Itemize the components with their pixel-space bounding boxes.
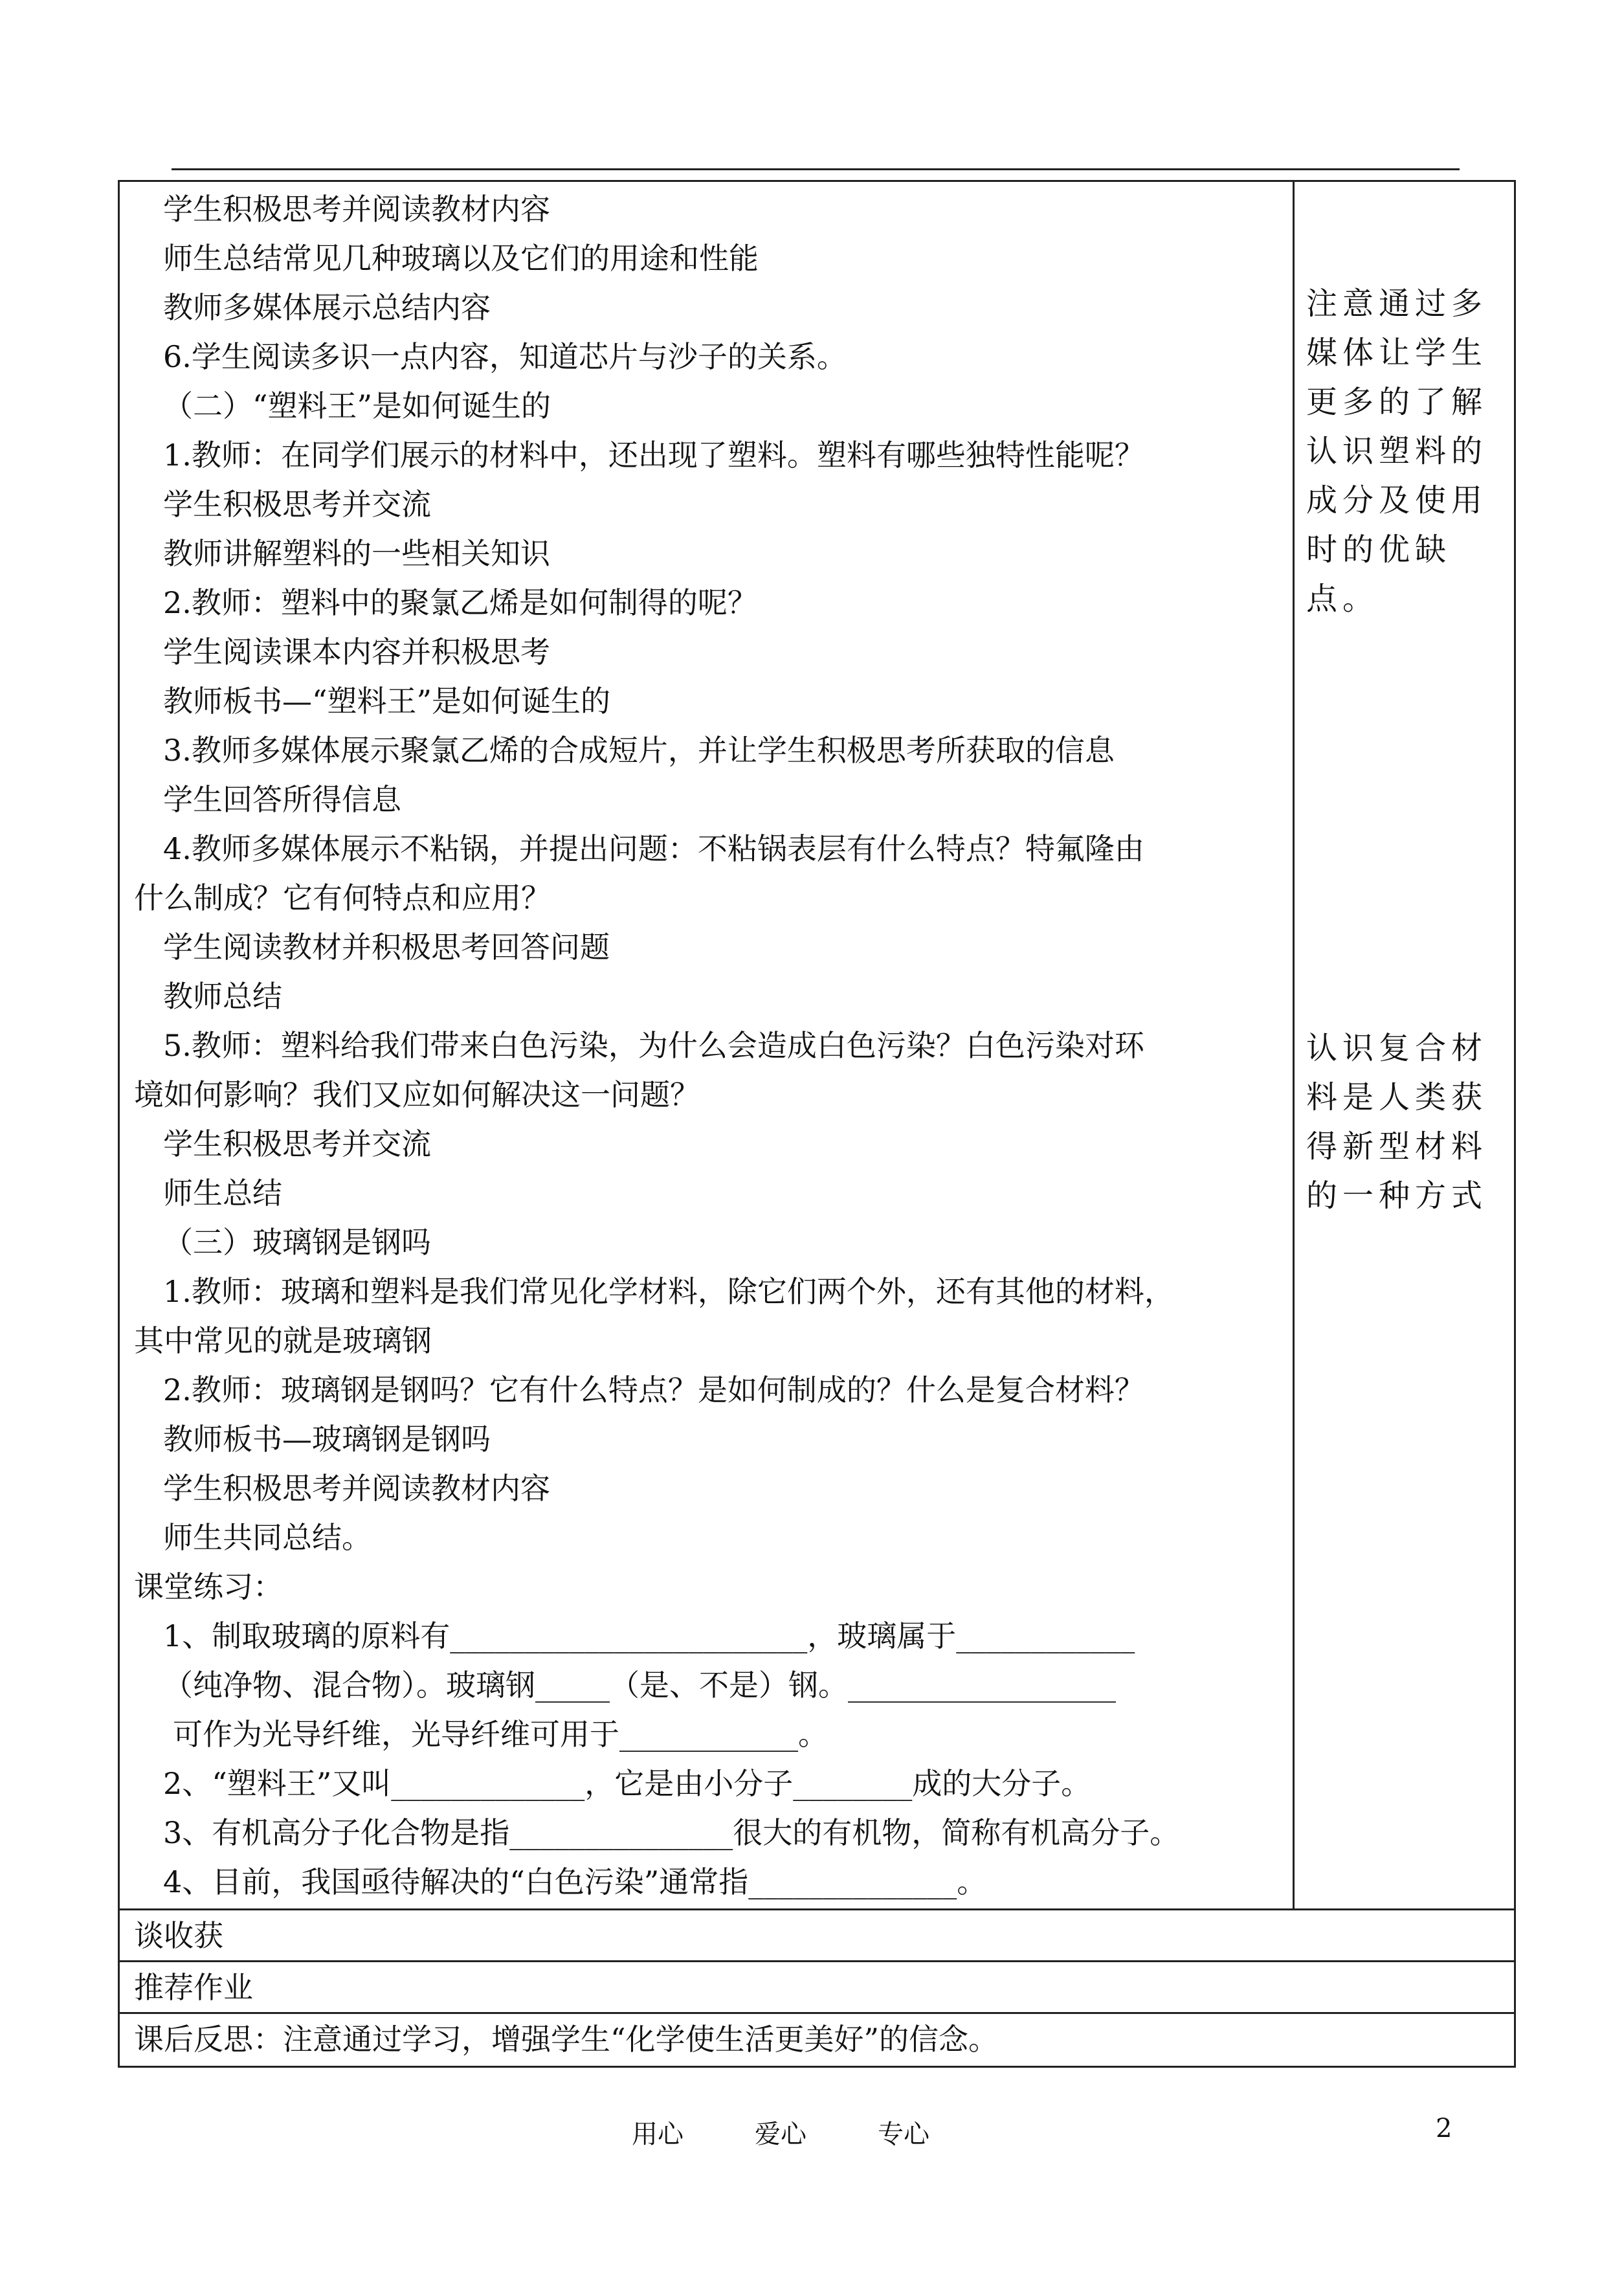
content-line: 师生总结常见几种玻璃以及它们的用途和性能	[163, 241, 759, 276]
content-line: 教师多媒体展示总结内容	[163, 290, 491, 325]
note-line: 注意通过多	[1306, 285, 1488, 322]
footer-mottos	[632, 2114, 929, 2151]
note-line: 媒体让学生	[1306, 335, 1488, 371]
content-line: 其中常见的就是玻璃钢	[134, 1323, 432, 1358]
page-number: 2	[1436, 2114, 1452, 2143]
content-line: 5.教师：塑料给我们带来白色污染，为什么会造成白色污染？白色污染对环	[163, 1028, 1144, 1063]
note-line: 认识塑料的	[1306, 433, 1488, 469]
content-line: 教师讲解塑料的一些相关知识	[163, 536, 550, 571]
content-line: 教师总结	[163, 979, 282, 1014]
content-line: 1.教师：玻璃和塑料是我们常见化学材料，除它们两个外，还有其他的材料，	[163, 1274, 1174, 1309]
content-line: 2、“塑料王”又叫_____________，它是由小分子________成的大分子。	[163, 1766, 1091, 1801]
teaching-process-column	[120, 182, 1295, 1908]
content-line: 4、目前，我国亟待解决的“白色污染”通常指______________。	[163, 1864, 987, 1899]
content-line: 1、制取玻璃的原料有________________________，玻璃属于____________	[163, 1618, 1135, 1653]
note-line: 更多的了解	[1306, 384, 1488, 420]
content-line: 师生共同总结。	[163, 1520, 372, 1555]
content-line: 学生阅读教材并积极思考回答问题	[163, 930, 610, 965]
note-line: 成分及使用	[1306, 482, 1488, 519]
content-line: 学生积极思考并交流	[163, 487, 431, 522]
content-line: 4.教师多媒体展示不粘锅，并提出问题：不粘锅表层有什么特点？特氟隆由	[163, 831, 1144, 866]
content-line: 学生积极思考并交流	[163, 1126, 431, 1161]
harvest-row: 谈收获	[120, 1910, 1514, 1962]
reflection-row: 课后反思：注意通过学习，增强学生“化学使生活更美好”的信念。	[134, 2022, 999, 2057]
content-line: 师生总结	[163, 1176, 282, 1211]
design-notes-column	[1295, 182, 1514, 1908]
note-line: 得新型材料	[1306, 1128, 1488, 1165]
design-note-composite	[1306, 1023, 1502, 1220]
content-line: 教师板书—玻璃钢是钢吗	[163, 1422, 491, 1457]
content-line: （三）玻璃钢是钢吗	[163, 1225, 431, 1260]
content-line: 学生阅读课本内容并积极思考	[163, 634, 550, 669]
content-line: 教师板书—“塑料王”是如何诞生的	[163, 684, 611, 719]
content-line: 1.教师：在同学们展示的材料中，还出现了塑料。塑料有哪些独特性能呢？	[163, 438, 1144, 473]
content-line: 什么制成？它有何特点和应用？	[134, 880, 551, 915]
content-line: 课堂练习：	[134, 1569, 283, 1604]
content-line: 境如何影响？我们又应如何解决这一问题？	[134, 1077, 700, 1112]
note-line: 的一种方式	[1306, 1178, 1488, 1214]
motto-heart: 用心	[632, 2120, 684, 2149]
content-line: 学生回答所得信息	[163, 782, 401, 817]
note-line: 认识复合材	[1306, 1030, 1488, 1066]
content-line: 3.教师多媒体展示聚氯乙烯的合成短片，并让学生积极思考所获取的信息	[163, 733, 1115, 768]
content-line: 2.教师：塑料中的聚氯乙烯是如何制得的呢？	[163, 585, 757, 620]
teaching-process-row	[120, 182, 1514, 1910]
motto-focus: 专心	[878, 2120, 929, 2149]
content-line: 2.教师：玻璃钢是钢吗？它有什么特点？是如何制成的？什么是复合材料？	[163, 1372, 1144, 1407]
homework-row: 推荐作业	[120, 1962, 1514, 2014]
lesson-plan-table	[118, 180, 1516, 2068]
content-line: 3、有机高分子化合物是指_______________很大的有机物，简称有机高分子。	[163, 1815, 1180, 1850]
content-line: 学生积极思考并阅读教材内容	[163, 1471, 550, 1506]
content-line: 学生积极思考并阅读教材内容	[163, 192, 550, 227]
content-line: （二）“塑料王”是如何诞生的	[163, 388, 551, 423]
content-line: 可作为光导纤维，光导纤维可用于____________。	[173, 1717, 828, 1752]
header-rule	[172, 168, 1460, 170]
note-line: 料是人类获	[1306, 1079, 1488, 1115]
design-note-plastics	[1306, 279, 1502, 623]
motto-love: 爱心	[755, 2120, 806, 2149]
content-line: 6.学生阅读多识一点内容，知道芯片与沙子的关系。	[163, 339, 847, 374]
content-line: （纯净物、混合物）。玻璃钢_____（是、不是）钢。__________________	[163, 1668, 1116, 1703]
note-line: 时的优缺点。	[1306, 531, 1452, 617]
